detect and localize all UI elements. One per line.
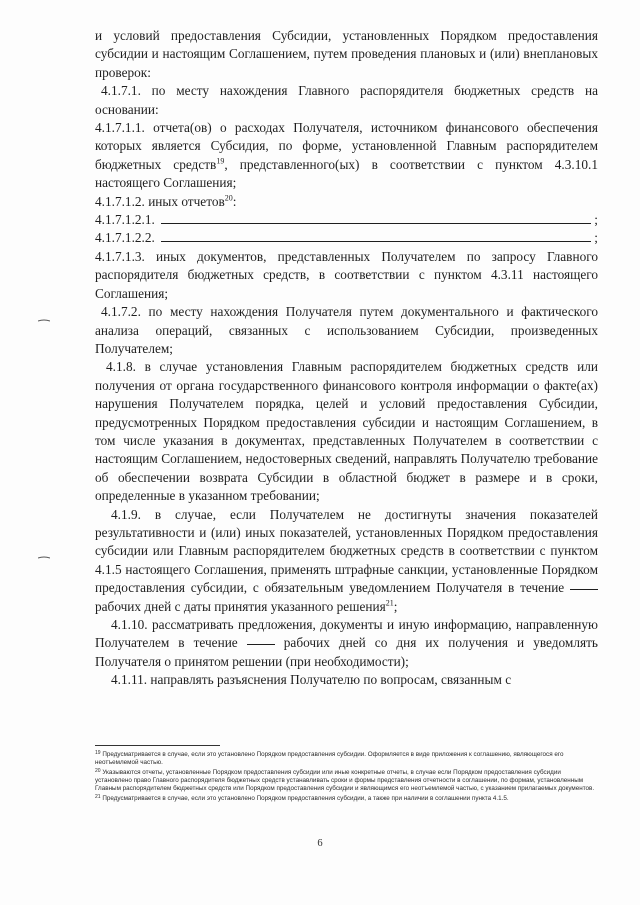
paragraph-text: 4.1.7.1.2. иных отчетов: [95, 193, 225, 209]
footnote-text: Указываются отчеты, установленные Порядком предоставления субсидии или иные конкретные отчеты, в случае если Порядком предоставления субсидии установлено право Главного распорядителя бюджетных средств устанавливать сроки и формы представления отчетности в соглашении, по формам, установленным Главным распорядителем бюджетных средств или Порядком предоставления субсидии и являющимся его неотъемлемой частью, с указанием прилагаемых документов.: [95, 769, 595, 793]
scan-mark: [38, 556, 50, 559]
paragraph: [95, 616, 598, 671]
paragraph: и условий предоставления Субсидии, установленных Порядком предоставления субсидии и настоящим Соглашением, путем проведения плановых и (или) внеплановых проверок:: [95, 28, 598, 80]
paragraph-text: рабочих дней со дня их получения и уведомлять Получателя о принятом решении (при необходимости);: [95, 635, 598, 669]
footnote-number: 21: [95, 794, 101, 801]
footnote-divider: [95, 745, 220, 746]
line-end: ;: [594, 230, 598, 246]
footnote: [95, 767, 598, 793]
paragraph-text: рабочих дней с даты принятия указанного решения: [95, 598, 386, 614]
line-end: ;: [594, 212, 598, 228]
paragraph: 4.1.7.1.2. иных отчетов$^{20}$:: [95, 193, 237, 209]
footnote-ref: 21: [385, 598, 394, 608]
line-number: 4.1.7.1.2.2.: [95, 230, 155, 246]
paragraph-text: 4.1.9. в случае, если Получателем не достигнуты значения показателей результативности и (или) иных показателей, установленных Порядком предоставления субсидии или Главным распорядителем бюджетных средств в соответствии с пунктом 4.1.5 настоящего Соглашения, применять штрафные санкции, установленные Порядком предоставления субсидии, с обязательным уведомлением Получателя в течение: [95, 506, 598, 596]
blank-underline: [570, 589, 598, 590]
line-number: 4.1.7.1.2.1.: [95, 212, 155, 228]
paragraph-text: 4.1.7.1.1. отчета(ов) о расходах Получателя, источником финансового обеспечения которых является Субсидия, по форме, установленной Главным распорядителем бюджетных средств: [95, 120, 598, 172]
document-body: [95, 27, 598, 690]
scan-mark: [38, 319, 50, 322]
paragraph: 4.1.11. направлять разъяснения Получателю по вопросам, связанным с: [111, 672, 512, 688]
paragraph: [95, 119, 598, 193]
paragraph-text: , представленного(ых) в соответствии с пунктом 4.3.10.1 настоящего Соглашения;: [95, 156, 598, 191]
blank-underline: [247, 644, 275, 645]
footnote: [95, 793, 598, 803]
paragraph: 4.1.7.2. по месту нахождения Получателя путем документального и фактического анализа операций, связанных с использованием Субсидии, произведенных Получателем;: [95, 304, 598, 356]
footnote-text: Предусматривается в случае, если это установлено Порядком предоставления субсидии, а также при наличии в соглашении пункта 4.1.5.: [102, 795, 509, 803]
paragraph: 4.1.7.1.3. иных документов, представленных Получателем по запросу Главного распорядителя бюджетных средств, в соответствии с пунктом 4.3.11 настоящего Соглашения;: [95, 248, 598, 301]
footnote-ref: 20: [224, 193, 233, 203]
footnote-ref: 19: [216, 156, 225, 166]
paragraph: 4.1.7.1. по месту нахождения Главного распорядителя бюджетных средств на основании:: [95, 83, 598, 117]
paragraph: 4.1.9. в случае, если Получателем не достигнуты значения показателей результативности и (или) иных показателей, установленных Порядком предоставления субсидии или Главным распорядителем бюджетных средств в соответствии с пунктом 4.1.5 настоящего Соглашения, применять штрафные санкции, установленные Порядком предоставления субсидии, с обязательным уведомлением Получателя в течение рабочих дней с даты принятия указанного решения$^{21}$;: [95, 506, 598, 614]
paragraph: 4.1.8. в случае установления Главным распорядителем бюджетных средств или получения от органа государственного финансового контроля информации о факте(ах) нарушения Получателем порядка, целей и условий предоставления Субсидии, предусмотренных Порядком предоставления субсидии и настоящим Соглашением, в том числе указания в документах, представленных Получателем в соответствии с настоящим Соглашением, недостоверных сведений, направлять Получателю требование об обеспечении возврата Субсидии в областной бюджет в размере и в сроки, определенные в указанном требовании;: [95, 359, 598, 504]
blank-underline: [161, 223, 591, 224]
footnote-number: 20: [95, 768, 101, 775]
footnote-number: 19: [95, 750, 101, 756]
footnote-text: Предусматривается в случае, если это установлено Порядком предоставления субсидии. Оформляется в виде приложения к соглашению, являющегося его неотъемлемой частью.: [95, 751, 564, 767]
fill-in-line: [95, 211, 598, 229]
paragraph-text: 4.1.10. рассматривать предложения, документы и иную информацию, направленную Получателем в течение: [95, 617, 598, 651]
fill-in-line: [95, 229, 598, 247]
blank-underline: [161, 241, 591, 242]
footnote: [95, 749, 598, 767]
footnotes: [95, 749, 598, 804]
page-number: 6: [317, 838, 323, 849]
